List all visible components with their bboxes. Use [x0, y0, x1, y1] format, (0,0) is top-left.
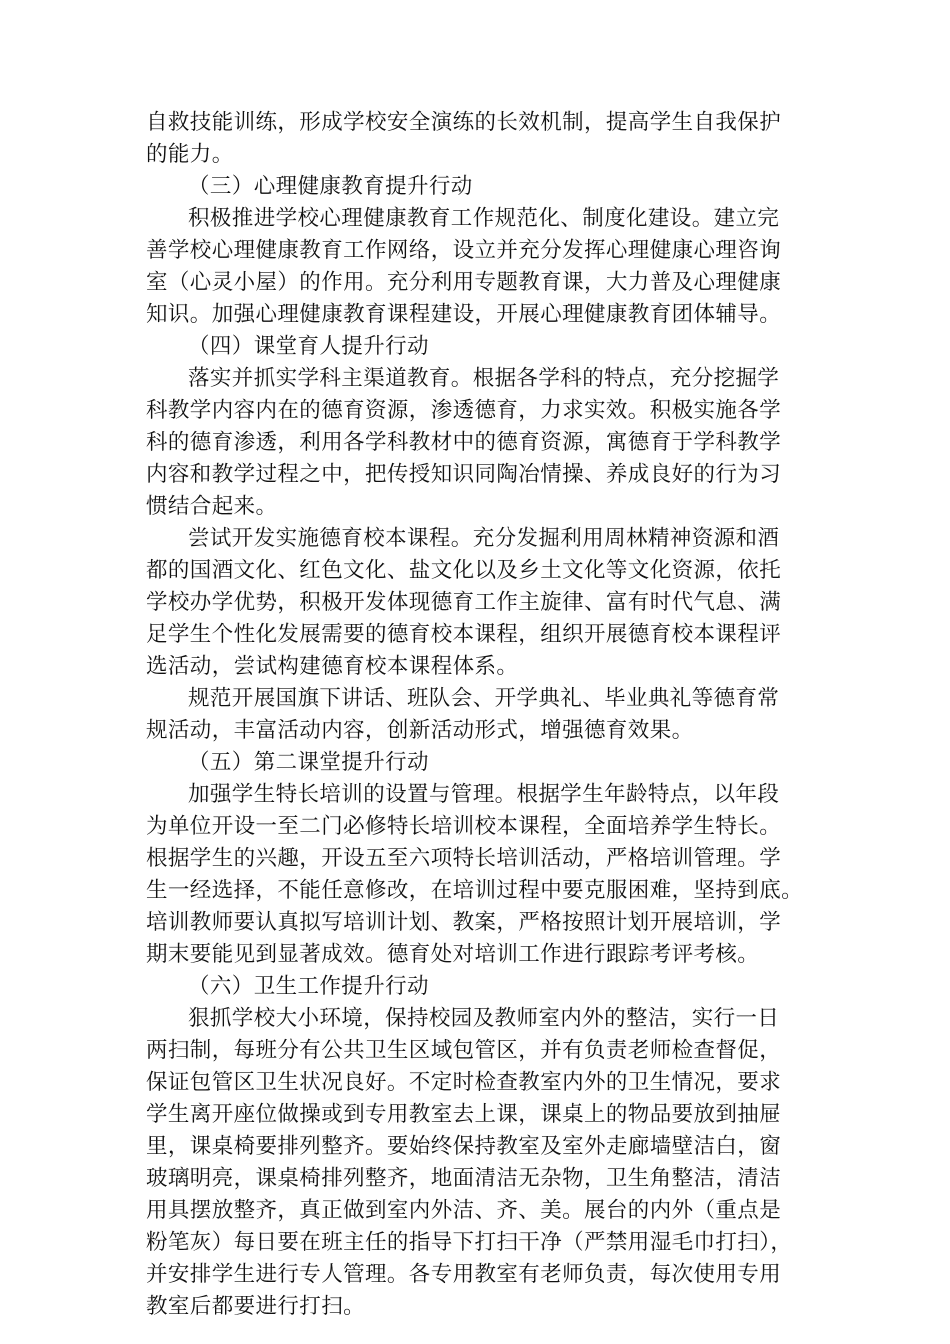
body-text-line: 足学生个性化发展需要的德育校本课程，组织开展德育校本课程评	[146, 622, 782, 647]
body-text-line: 学生离开座位做操或到专用教室去上课，课桌上的物品要放到抽屉	[146, 1102, 782, 1127]
body-text-line: 根据学生的兴趣，开设五至六项特长培训活动，严格培训管理。学	[146, 846, 782, 871]
body-text-line: 室（心灵小屋）的作用。充分利用专题教育课，大力普及心理健康	[146, 270, 782, 295]
paragraph-first-line: 积极推进学校心理健康教育工作规范化、制度化建设。建立完	[188, 206, 780, 231]
paragraph-first-line: 狠抓学校大小环境，保持校园及教师室内外的整洁，实行一日	[188, 1006, 780, 1031]
body-text-line: 都的国酒文化、红色文化、盐文化以及乡土文化等文化资源，依托	[146, 558, 782, 583]
body-text-line: 粉笔灰）每日要在班主任的指导下打扫干净（严禁用湿毛巾打扫），	[146, 1230, 793, 1255]
section-heading: （三）心理健康教育提升行动	[188, 174, 473, 199]
body-text-line: 保证包管区卫生状况良好。不定时检查教室内外的卫生情况，要求	[146, 1070, 782, 1095]
body-text-line: 知识。加强心理健康教育课程建设，开展心理健康教育团体辅导。	[146, 302, 782, 327]
section-heading: （五）第二课堂提升行动	[188, 750, 429, 775]
body-text-line: 培训教师要认真拟写培训计划、教案，严格按照计划开展培训，学	[146, 910, 782, 935]
body-text-line: 选活动，尝试构建德育校本课程体系。	[146, 654, 519, 679]
body-text-line: 生一经选择，不能任意修改，在培训过程中要克服困难，坚持到底。	[146, 878, 804, 903]
body-text-line: 科教学内容内在的德育资源，渗透德育，力求实效。积极实施各学	[146, 398, 782, 423]
body-text-line: 用具摆放整齐，真正做到室内外洁、齐、美。展台的内外（重点是	[146, 1198, 782, 1223]
body-text-line: 善学校心理健康教育工作网络，设立并充分发挥心理健康心理咨询	[146, 238, 782, 263]
body-text-line: 期末要能见到显著成效。德育处对培训工作进行跟踪考评考核。	[146, 942, 760, 967]
paragraph-first-line: 规范开展国旗下讲话、班队会、开学典礼、毕业典礼等德育常	[188, 686, 780, 711]
body-text-line: 并安排学生进行专人管理。各专用教室有老师负责，每次使用专用	[146, 1262, 782, 1287]
body-text-line: 学校办学优势，积极开发体现德育工作主旋律、富有时代气息、满	[146, 590, 782, 615]
paragraph-first-line: 落实并抓实学科主渠道教育。根据各学科的特点，充分挖掘学	[188, 366, 780, 391]
body-text-line: 两扫制，每班分有公共卫生区域包管区，并有负责老师检查督促，	[146, 1038, 782, 1063]
body-text-line: 里，课桌椅要排列整齐。要始终保持教室及室外走廊墙壁洁白，窗	[146, 1134, 782, 1159]
body-text-line: 内容和教学过程之中，把传授知识同陶冶情操、养成良好的行为习	[146, 462, 782, 487]
body-text-line: 惯结合起来。	[146, 494, 278, 519]
paragraph-first-line: 加强学生特长培训的设置与管理。根据学生年龄特点，以年段	[188, 782, 780, 807]
body-text-line: 为单位开设一至二门必修特长培训校本课程，全面培养学生特长。	[146, 814, 782, 839]
body-text-line: 自救技能训练，形成学校安全演练的长效机制，提高学生自我保护	[146, 110, 782, 135]
body-text-line: 规活动，丰富活动内容，创新活动形式，增强德育效果。	[146, 718, 694, 743]
body-text-line: 的能力。	[146, 142, 234, 167]
section-heading: （四）课堂育人提升行动	[188, 334, 429, 359]
body-text-line: 教室后都要进行打扫。	[146, 1294, 366, 1319]
body-text-line: 玻璃明亮，课桌椅排列整齐，地面清洁无杂物，卫生角整洁，清洁	[146, 1166, 782, 1191]
body-text-line: 科的德育渗透，利用各学科教材中的德育资源，寓德育于学科教学	[146, 430, 782, 455]
section-heading: （六）卫生工作提升行动	[188, 974, 429, 999]
paragraph-first-line: 尝试开发实施德育校本课程。充分发掘利用周林精神资源和酒	[188, 526, 780, 551]
